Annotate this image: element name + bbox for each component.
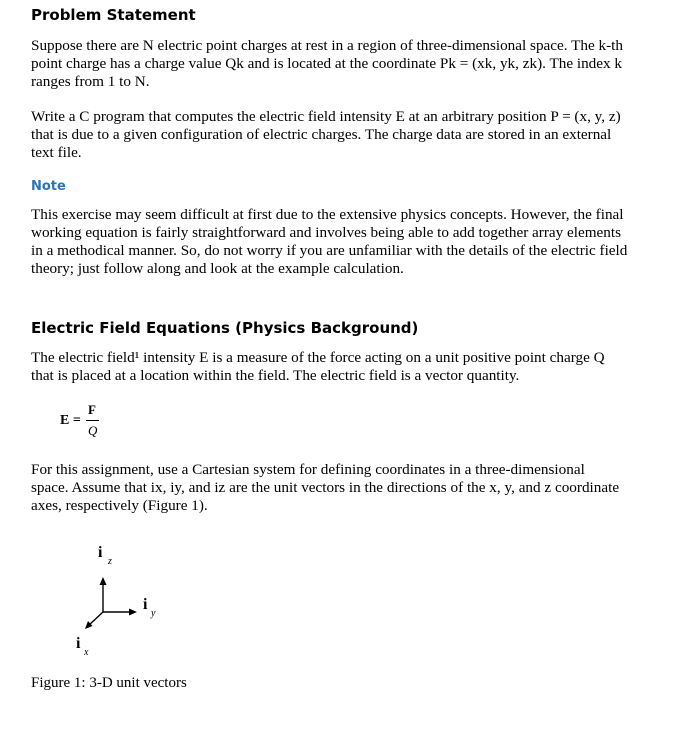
problem-line-3: ranges from 1 to N. (31, 73, 150, 90)
section-title-electric-field: Electric Field Equations (Physics Background) (31, 319, 419, 337)
equation-numerator: F (88, 402, 96, 417)
note-line-2: working equation is fairly straightforward and involves being able to add together array elements (31, 224, 622, 241)
field-line-1: The electric field¹ intensity E is a measure of the force acting on a unit positive point charge Q (31, 349, 605, 366)
iy-subscript: y (151, 608, 156, 619)
iz-label: i (98, 544, 103, 561)
equation-denominator: Q (88, 423, 98, 438)
problem-line-4: Write a C program that computes the electric field intensity E at an arbitrary position P = (x, y, z) (31, 108, 621, 125)
ix-label: i (76, 635, 81, 652)
field-line-3: For this assignment, use a Cartesian system for defining coordinates in a three-dimensional (31, 461, 585, 478)
iz-subscript: z (108, 556, 112, 567)
note-line-4: theory; just follow along and look at the example calculation. (31, 260, 404, 277)
note-line-3: in a methodical manner. So, do not worry if you are unfamiliar with the details of the electric field (31, 242, 628, 259)
ix-subscript: x (84, 647, 89, 658)
field-line-2: that is placed at a location within the field. The electric field is a vector quantity. (31, 367, 520, 384)
fraction-bar (86, 420, 99, 421)
problem-line-2: point charge has a charge value Qk and is located at the coordinate Pk = (xk, yk, zk). The index k (31, 55, 622, 72)
problem-line-1: Suppose there are N electric point charges at rest in a region of three-dimensional space. The k-th (31, 37, 623, 54)
equation-lhs: E = (60, 413, 81, 428)
note-title: Note (31, 179, 66, 194)
note-line-1: This exercise may seem difficult at first due to the extensive physics concepts. However, the final (31, 206, 624, 223)
field-line-4: space. Assume that ix, iy, and iz are the unit vectors in the directions of the x, y, and z coordinate (31, 479, 620, 496)
section-title-problem-statement: Problem Statement (31, 6, 196, 24)
iy-label: i (143, 596, 148, 613)
field-line-5: axes, respectively (Figure 1). (31, 497, 208, 514)
problem-line-6: text file. (31, 144, 82, 161)
figure-caption: Figure 1: 3-D unit vectors (31, 675, 187, 691)
problem-line-5: that is due to a given configuration of electric charges. The charge data are stored in an external (31, 126, 612, 143)
